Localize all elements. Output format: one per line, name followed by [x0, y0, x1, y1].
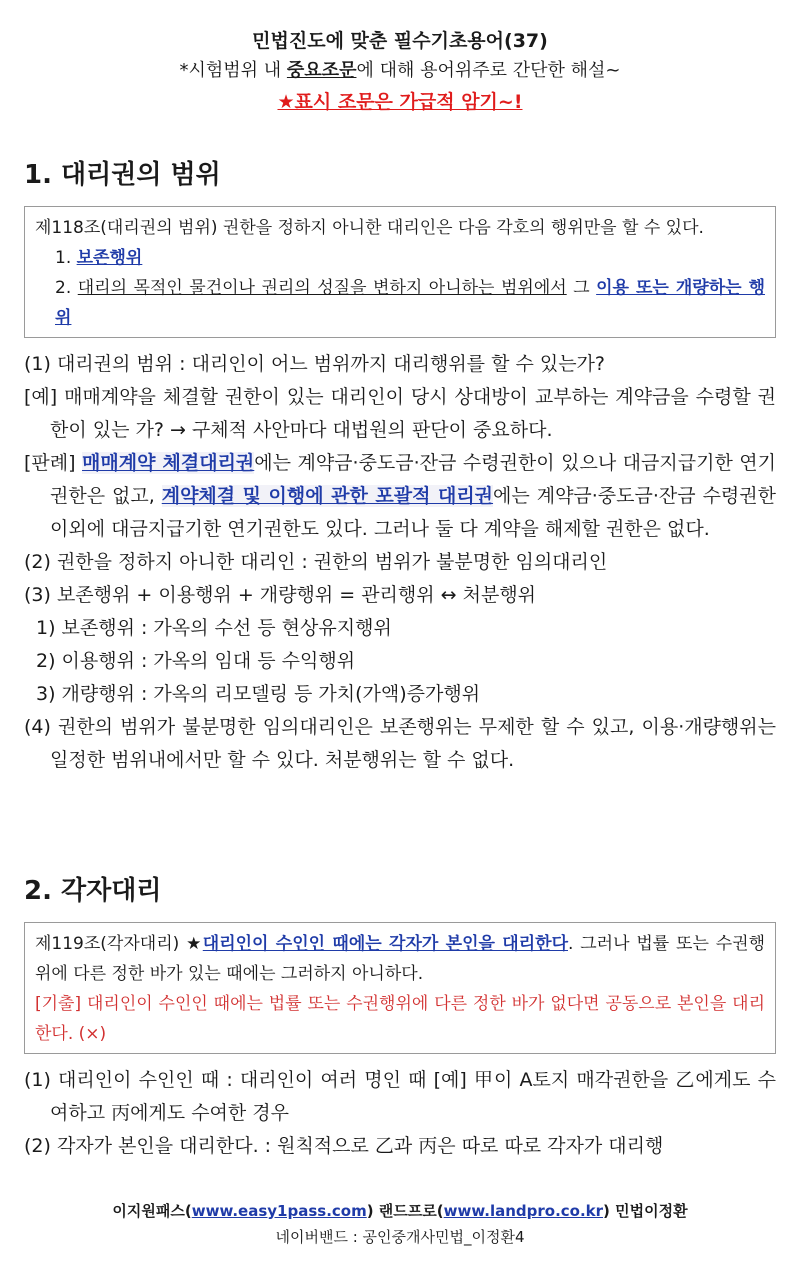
footer-text-b: ) 랜드프로(: [366, 1202, 444, 1220]
item-text: 보존행위: [76, 248, 143, 268]
item-text-mid: 그: [566, 278, 597, 298]
article-text: 제118조(대리권의 범위) 권한을 정하지 아니한 대리인은 다음 각호의 행위만을 할 수 있다.: [35, 218, 704, 238]
item-number: 1.: [55, 248, 77, 268]
footer-text-c: ) 민법이정환: [603, 1202, 688, 1220]
line-3-3: 3) 개량행위 : 가옥의 리모델링 등 가치(가액)증가행위: [36, 683, 481, 705]
line-2: (2) 각자가 본인을 대리한다. : 원칙적으로 乙과 丙은 따로 따로 각자가 대리행: [24, 1135, 664, 1157]
line-3-1: 1) 보존행위 : 가옥의 수선 등 현상유지행위: [36, 617, 392, 639]
line-example: [예] 매매계약을 체결할 권한이 있는 대리인이 당시 상대방이 교부하는 계약금을 수령할 권한이 있는 가? → 구체적 사안마다 대법원의 판단이 중요하다.: [24, 386, 776, 441]
item-number: 2.: [55, 278, 78, 298]
footer-text-a: 이지원패스(: [112, 1202, 192, 1220]
line-4: (4) 권한의 범위가 불분명한 임의대리인은 보존행위는 무제한 할 수 있고, 이용·개량행위는 일정한 범위내에서만 할 수 있다. 처분행위는 할 수 없다.: [24, 716, 776, 771]
page-title: 민법진도에 맞춘 필수기초용어(37): [252, 30, 548, 52]
subtitle-post: 에 대해 용어위주로 간단한 해설~: [356, 60, 621, 81]
item-text-bold: 이용 또는 개량하는 행위: [55, 278, 765, 328]
subtitle-pre: *시험범위 내: [179, 60, 287, 81]
section-separate-agency: [24, 874, 776, 1163]
memorize-notice: ★표시 조문은 가급적 암기~!: [277, 91, 523, 113]
precedent-term-2: 계약체결 및 이행에 관한 포괄적 대리권: [161, 485, 494, 507]
page-footer: [0, 1198, 800, 1250]
precedent-post: 에는 계약금·중도금·잔금 수령권한 이외에 대금지급기한 연기권한도 있다. 그러나 둘 다 계약을 해제할 권한은 없다.: [50, 485, 776, 540]
footer-band: 네이버밴드 : 공인중개사민법_이정환4: [275, 1228, 525, 1246]
precedent-term-1: 매매계약 체결대리권: [82, 452, 255, 474]
precedent-label: [판례]: [24, 452, 83, 474]
article-post: . 그러나 법률 또는 수권행위에 다른 정한 바가 있는 때에는 그러하지 아니하다.: [35, 934, 765, 984]
footer-sites: [0, 1198, 800, 1224]
landpro-link[interactable]: www.landpro.co.kr: [443, 1202, 604, 1220]
exam-note: [기출] 대리인이 수인인 때에는 법률 또는 수권행위에 다른 정한 바가 없다면 공동으로 본인을 대리한다. (×): [35, 994, 765, 1044]
item-text-underlined: 대리의 목적인 물건이나 권리의 성질을 변하지 아니하는 범위에서: [77, 278, 567, 298]
precedent-mid: 에는 계약금·중도금·잔금 수령권한이 있으나 대금지급기한 연기권한은 없고,: [50, 452, 776, 507]
easy1pass-link[interactable]: www.easy1pass.com: [191, 1202, 367, 1220]
article-119-box: [24, 922, 776, 1054]
section-title: 2. 각자대리: [24, 876, 162, 906]
article-item-2: [35, 273, 765, 333]
section-agency-scope: [24, 158, 776, 777]
explanation-lines: [24, 348, 776, 777]
line-1: (1) 대리인이 수인인 때 : 대리인이 여러 명인 때 [예] 甲이 A토지 매각권한을 乙에게도 수여하고 丙에게도 수여한 경우: [24, 1069, 776, 1124]
line-3: (3) 보존행위 + 이용행위 + 개량행위 = 관리행위 ↔ 처분행위: [24, 584, 537, 606]
page-header: [0, 26, 800, 118]
line-precedent: [24, 447, 776, 546]
explanation-lines: [24, 1064, 776, 1163]
article-bold: 대리인이 수인인 때에는 각자가 본인을 대리한다: [202, 934, 568, 954]
subtitle-bold: 중요조문: [286, 60, 357, 81]
line-3-2: 2) 이용행위 : 가옥의 임대 등 수익행위: [36, 650, 356, 672]
line-2: (2) 권한을 정하지 아니한 대리인 : 권한의 범위가 불분명한 임의대리인: [24, 551, 608, 573]
article-pre: 제119조(각자대리) ★: [35, 934, 203, 954]
section-title: 1. 대리권의 범위: [24, 160, 221, 190]
page-subtitle: [0, 56, 800, 86]
article-text: [35, 929, 765, 989]
line-1: (1) 대리권의 범위 : 대리인이 어느 범위까지 대리행위를 할 수 있는가?: [24, 353, 606, 375]
article-item-1: [35, 243, 765, 273]
article-118-box: [24, 206, 776, 338]
